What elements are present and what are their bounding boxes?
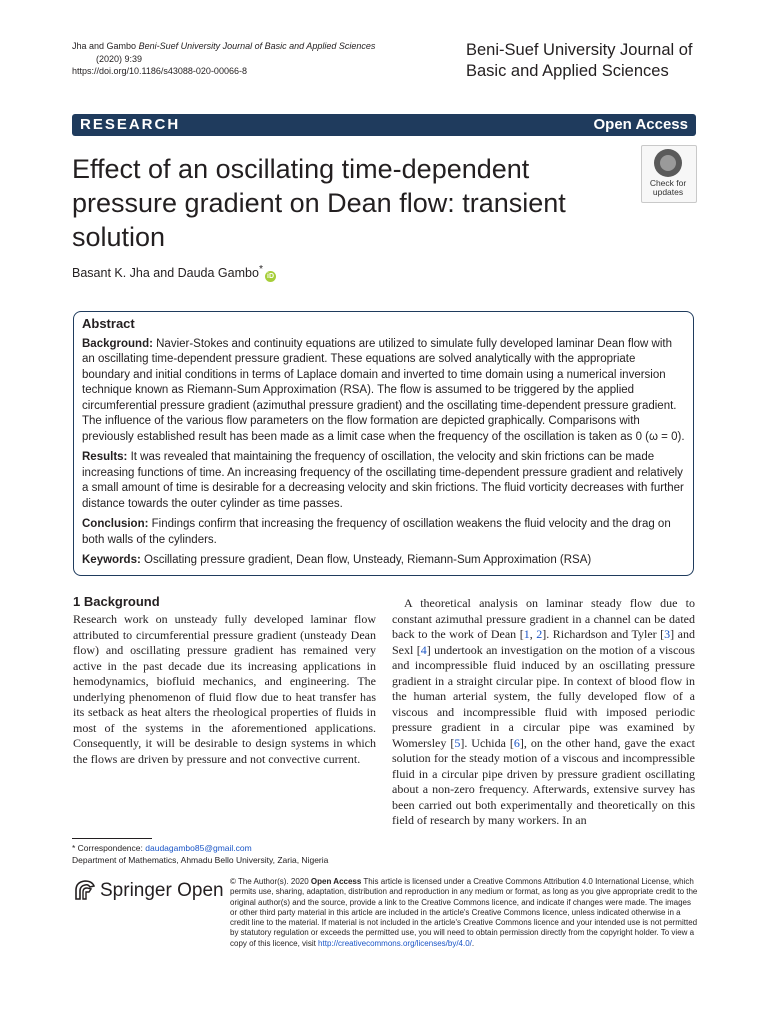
orcid-icon[interactable]: iD [267, 273, 274, 281]
conclusion-label: Conclusion: [82, 518, 149, 530]
keywords-text: Oscillating pressure gradient, Dean flow, Unsteady, Riemann-Sum Approximation (RSA) [144, 554, 592, 566]
background-label: Background: [82, 337, 153, 350]
section-heading: 1 Background [73, 594, 160, 609]
check-for-updates-text [641, 179, 695, 197]
springer-horse-icon [73, 878, 97, 902]
ref-link[interactable]: 5 [454, 735, 461, 750]
citation-year-vol: (2020) 9:39 [96, 53, 143, 64]
brand-open: Open [177, 880, 224, 901]
license-url[interactable]: http://creativecommons.org/licenses/by/4.0/ [318, 938, 472, 948]
conclusion-text: Findings confirm that increasing the frequency of oscillation weakens the fluid velocity and the drag on both walls of the cylinders. [82, 518, 671, 546]
license-copyright: © The Author(s). 2020 [230, 877, 309, 886]
body-text: ]. Uchida [ [460, 735, 514, 750]
results-label: Results: [82, 451, 128, 463]
body-text: , [529, 627, 537, 641]
license-open-access: Open Access [310, 877, 362, 886]
ref-link[interactable]: 2 [536, 627, 543, 641]
footnote-divider [72, 838, 152, 839]
ref-link[interactable]: 4 [420, 642, 427, 657]
body-text: A theoretical analysis on laminar steady flow due to constant azimuthal pressure gradient in a channel can be dated back to the work of Dean [ [392, 596, 695, 641]
badge-line-2: updates [652, 187, 684, 197]
license-body: This article is licensed under a Creative Commons Attribution 4.0 International License, which permits use, sharing, adaptation, distribution and reproduction in any medium or format, as long as you give appropriate credit to the original author(s) and the source, provide a link to the Creative Commons licence, and indicate if changes were made. The images or other third party material in this article are included in the article's Creative Commons licence, unless indicated otherwise in a credit line to the material. If material is not included in the article's Creative Commons licence and your intended use is not permitted by statutory regulation or exceeds the permitted use, you will need to obtain permission directly from the copyright holder. To view a copy of this licence, visit [230, 877, 698, 948]
open-access-label: Open Access [593, 116, 688, 133]
body-text: ], on the other hand, gave the exact solution for the steady motion of a viscous and incompressible fluid in a circular pipe driven by pressure gradient oscillating about a non-zero frequency. Afterwards, extensive survey has been carried out both experimentally and theoretically on this field of research by many workers. In an [392, 735, 695, 827]
crossmark-icon-inner [660, 155, 676, 171]
abstract-heading: Abstract [82, 316, 135, 331]
license-end: . [471, 938, 475, 948]
citation-journal: Beni-Suef University Journal of Basic and Applied Sciences [138, 41, 376, 51]
ref-link[interactable]: 3 [664, 627, 671, 641]
citation-doi[interactable]: https://doi.org/10.1186/s43088-020-00066-8 [72, 66, 247, 76]
badge-line-1: Check for [649, 178, 687, 188]
journal-name: Beni-Suef University Journal of Basic and Applied Sciences [466, 41, 693, 80]
body-column-right [392, 596, 695, 829]
abstract-conclusion [82, 517, 686, 548]
corresponding-mark: * [258, 264, 263, 275]
article-title: Effect of an oscillating time-dependent pressure gradient on Dean flow: transient solution [72, 154, 566, 252]
abstract-results [82, 450, 686, 512]
springer-open-logo [100, 878, 224, 904]
body-column-left: Research work on unsteady fully developed laminar flow attributed to circumferential pressure gradient (unsteady Dean flow) and oscillating pressure gradient has remained very active in the past decade due its increasing applications in hemodynamics, biofluid mechanics, and engineering. The underlying phenomenon of fluid flow due to heat transfer has its setback as heat alters the rheological properties of fluids in most of the systems in the aforementioned applications. Consequently, it will be desirable to design systems in which the flows are driven by pressure and not convective current. [73, 612, 376, 766]
correspondence-label: * Correspondence: [72, 843, 143, 853]
body-text: ] and Sexl [ [392, 627, 696, 657]
results-text: It was revealed that maintaining the frequency of oscillation, the velocity and skin frictions can be made increasing functions of time. An increasing frequency of the oscillating time-dependent pressure gradient and relatively a small amount of time is desirable for a decreasing velocity and skin frictions. The fluid vorticity decreases with further distance towards the outer cylinder as time passes. [82, 451, 684, 510]
citation-block [72, 40, 402, 78]
author-list [72, 264, 276, 282]
body-text: ] undertook an investigation on the motion of a viscous and incompressible fluid induced by an oscillating pressure gradient in a straight circular pipe. In context of blood flow in the human arterial system, the fully developed flow of a viscous and incompressible fluid with imposed periodic pressure gradient in a circular pipe was examined by Womersley [ [392, 642, 695, 750]
correspondence-email[interactable]: daudagambo85@gmail.com [145, 843, 252, 853]
correspondence [72, 842, 392, 866]
ref-link[interactable]: 6 [513, 735, 520, 750]
background-text: Navier-Stokes and continuity equations are utilized to simulate fully developed laminar Dean flow with an oscillating time-dependent pressure gradient. These equations are solved analytically with the appropriate boundary and initial conditions in terms of Laplace domain and inverted to time domain using a numerical inversion technique known as Riemann-Sum Approximation (RSA). The flow is assumed to be triggered by the applied circumferential pressure gradient (azimuthal pressure gradient) and the oscillating time-dependent pressure gradient. The influence of the various flow parameters on the flow formation are depicted graphically. Comparisons with previously established result has been made as a limit case when the frequency of the oscillation is taken as 0 (ω = 0). [82, 337, 685, 443]
keywords-label: Keywords: [82, 554, 141, 566]
abstract-content [82, 316, 686, 574]
affiliation: Department of Mathematics, Ahmadu Bello University, Zaria, Nigeria [72, 855, 329, 865]
citation-authors: Jha and Gambo [72, 41, 137, 51]
license-text [230, 877, 698, 949]
authors-text: Basant K. Jha and Dauda Gambo [72, 266, 259, 281]
ref-link[interactable]: 1 [523, 627, 530, 641]
brand-springer: Springer [100, 880, 172, 901]
article-type-label: RESEARCH [80, 116, 181, 133]
abstract-background [82, 337, 686, 446]
body-text: ]. Richardson and Tyler [ [542, 627, 665, 641]
abstract-keywords [82, 553, 686, 569]
